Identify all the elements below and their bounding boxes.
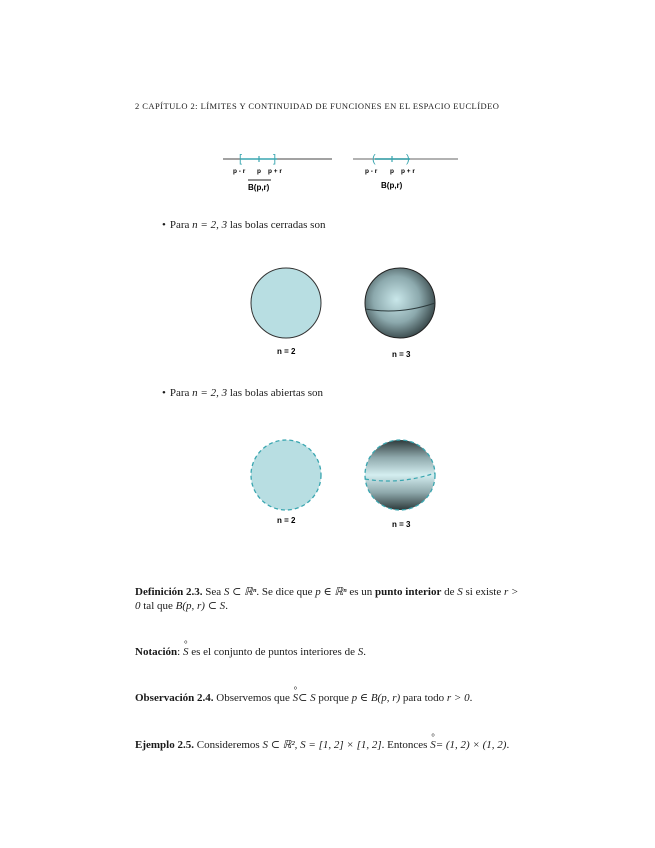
observation-title: Observación 2.4. (135, 692, 214, 704)
example-2-5: Ejemplo 2.5. Consideremos S ⊂ ℝ², S = [1, 2] × [1, 2]. Entonces ° S= (1, 2) × (1, 2). (135, 738, 535, 752)
closed-disk (251, 268, 321, 338)
right-paren-open: ( (372, 153, 376, 165)
bullet-open-balls (162, 387, 323, 399)
tick-label-left-3: p + r (268, 168, 282, 175)
bullet-text: las bolas cerradas son (227, 219, 326, 231)
definition-term: punto interior (375, 586, 442, 598)
label-n2-closed: n = 2 (277, 347, 296, 356)
example-title: Ejemplo 2.5. (135, 739, 194, 751)
label-n3-open: n = 3 (392, 520, 411, 529)
bullet-text: Para (169, 387, 193, 399)
bullet-text: Para (169, 219, 193, 231)
tick-label-left-1: p - r (233, 168, 246, 175)
closed-sphere (365, 268, 435, 338)
bullet-math: n = 2, 3 (192, 387, 228, 399)
caption-left: B(p,r) (248, 183, 270, 192)
observation-2-4: Observación 2.4. Observemos que ° S⊂ S porque p ∈ B(p, r) para todo r > 0. (135, 691, 525, 705)
label-n2-open: n = 2 (277, 516, 296, 525)
bullet-dot: • (162, 219, 166, 231)
running-header: 2 CAPÍTULO 2: LÍMITES Y CONTINUIDAD DE FUNCIONES EN EL ESPACIO EUCLÍDEO (135, 101, 500, 111)
right-paren-close: ) (406, 153, 410, 165)
bullet-closed-balls (162, 219, 325, 231)
bullet-dot: • (162, 387, 166, 399)
notation-paragraph: Notación: ° S es el conjunto de puntos interiores de S. (135, 645, 525, 659)
closed-balls-figure (240, 265, 450, 365)
definition-title: Definición 2.3. (135, 586, 203, 598)
left-bracket-open: [ (239, 153, 243, 165)
notation-title: Notación (135, 646, 178, 658)
open-balls-figure (240, 437, 450, 537)
caption-right: B(p,r) (381, 181, 403, 190)
tick-label-right-2: p (390, 168, 394, 175)
tick-label-left-2: p (257, 168, 261, 175)
tick-label-right-3: p + r (401, 168, 415, 175)
open-disk (251, 440, 321, 510)
tick-label-right-1: p - r (365, 168, 378, 175)
bullet-text: las bolas abiertas son (227, 387, 324, 399)
interior-symbol: ° S (293, 691, 299, 705)
definition-2-3: Definición 2.3. Sea S ⊂ ℝⁿ. Se dice que p ∈ ℝⁿ es un punto interior de S si existe r > 0 tal que B(p, r) ⊂ S. (135, 586, 519, 612)
open-sphere (365, 440, 435, 510)
bullet-math: n = 2, 3 (192, 219, 228, 231)
label-n3-closed: n = 3 (392, 350, 411, 359)
interior-symbol: ° S (183, 645, 189, 659)
interval-figure (215, 148, 475, 198)
interior-symbol: ° S (430, 738, 436, 752)
left-bracket-close: ] (273, 153, 277, 165)
